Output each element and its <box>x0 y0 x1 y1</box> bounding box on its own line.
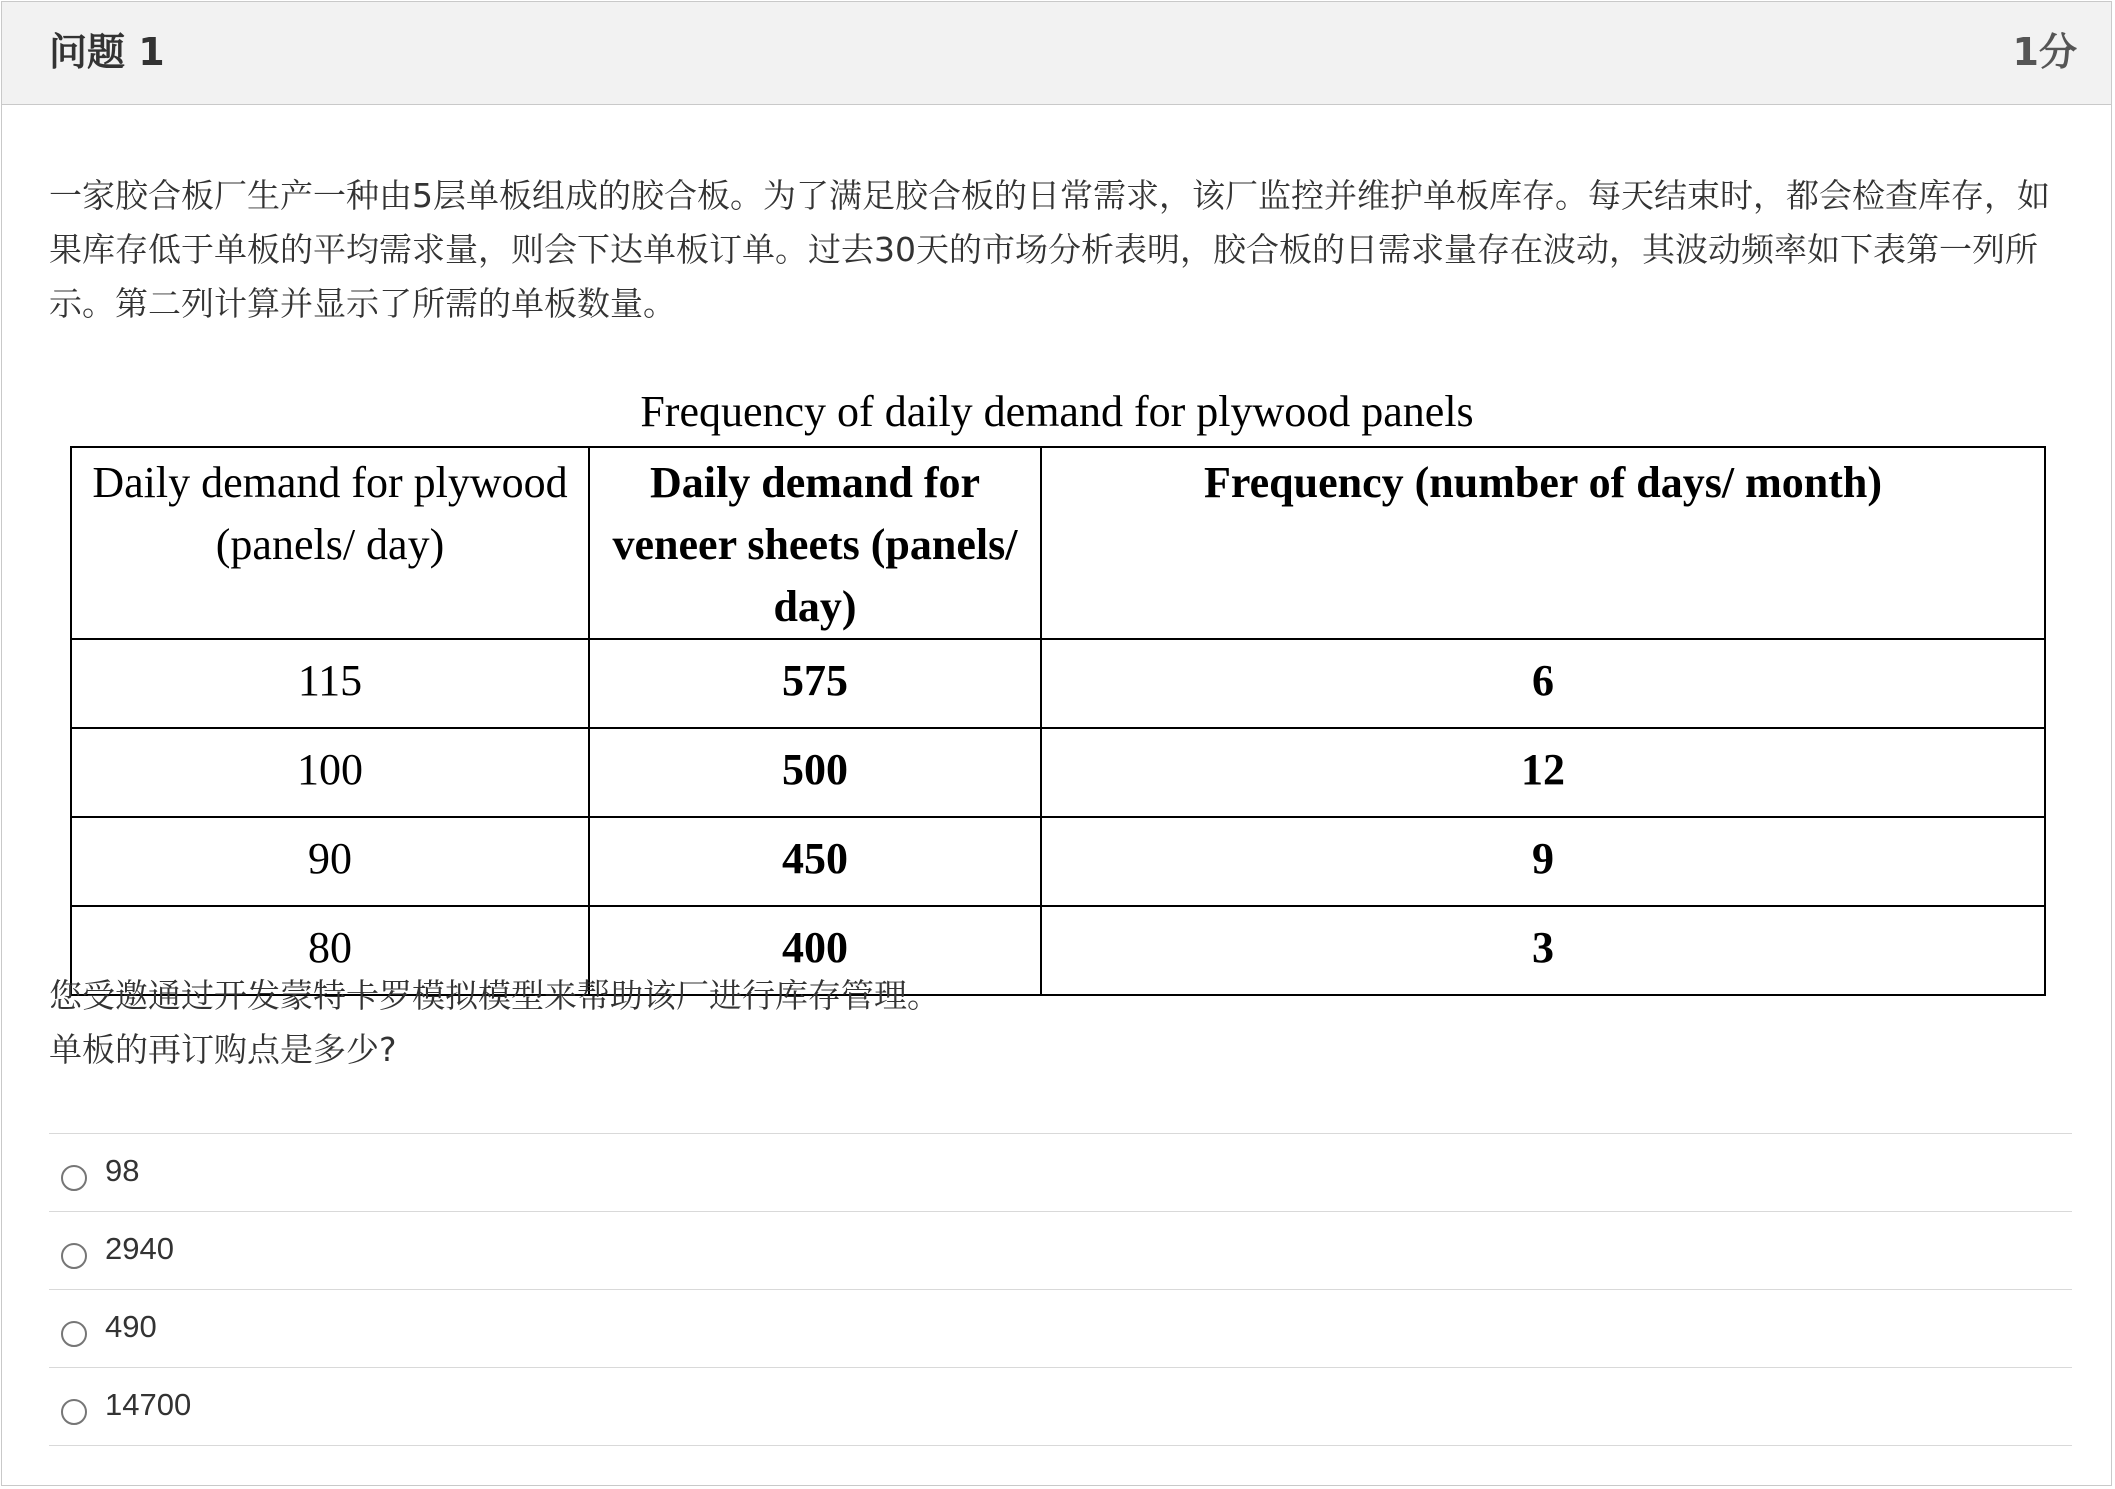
question-card <box>1 1 2112 1486</box>
answer-options <box>49 1133 2072 1446</box>
answer-option-4[interactable] <box>49 1368 2072 1446</box>
table-row <box>71 728 2045 817</box>
table-header-plywood-demand: Daily demand for plywood (panels/ day) <box>71 447 589 639</box>
table-cell-plywood: 115 <box>71 639 589 728</box>
table-row <box>71 817 2045 906</box>
table-cell-veneer: 450 <box>589 817 1041 906</box>
answer-label[interactable]: 490 <box>105 1309 157 1344</box>
followup-question: 单板的再订购点是多少? <box>49 1030 397 1069</box>
radio-button[interactable] <box>61 1243 87 1269</box>
table-row <box>71 639 2045 728</box>
table-cell-veneer: 400 <box>589 906 1041 995</box>
table-header-frequency: Frequency (number of days/ month) <box>1041 447 2045 639</box>
table-cell-plywood: 100 <box>71 728 589 817</box>
table-cell-plywood: 80 <box>71 906 589 995</box>
table-caption: Frequency of daily demand for plywood panels <box>640 387 1474 436</box>
radio-button[interactable] <box>61 1321 87 1347</box>
table-cell-frequency: 9 <box>1041 817 2045 906</box>
table-cell-frequency: 12 <box>1041 728 2045 817</box>
question-prompt: 一家胶合板厂生产一种由5层单板组成的胶合板。为了满足胶合板的日常需求，该厂监控并维护单板库存。每天结束时，都会检查库存，如果库存低于单板的平均需求量，则会下达单板订单。过去30天的市场分析表明，胶合板的日需求量存在波动，其波动频率如下表第一列所示。第二列计算并显示了所需的单板数量。 <box>49 176 2050 323</box>
answer-option-3[interactable] <box>49 1290 2072 1368</box>
table-cell-veneer: 575 <box>589 639 1041 728</box>
answer-option-2[interactable] <box>49 1212 2072 1290</box>
followup-context: 您受邀通过开发蒙特卡罗模拟模型来帮助该厂进行库存管理。 <box>49 976 940 1015</box>
answer-label[interactable]: 14700 <box>105 1387 192 1422</box>
question-points: 1分 <box>2012 30 2077 74</box>
demand-table <box>70 446 2046 996</box>
table-header-row <box>71 447 2045 639</box>
radio-button[interactable] <box>61 1165 87 1191</box>
question-followup <box>49 969 940 1077</box>
table-cell-frequency: 6 <box>1041 639 2045 728</box>
table-cell-plywood: 90 <box>71 817 589 906</box>
table-header-veneer-demand: Daily demand for veneer sheets (panels/ day) <box>589 447 1041 639</box>
table-cell-frequency: 3 <box>1041 906 2045 995</box>
table-cell-veneer: 500 <box>589 728 1041 817</box>
question-title: 问题 1 <box>49 30 165 74</box>
radio-button[interactable] <box>61 1399 87 1425</box>
answer-label[interactable]: 2940 <box>105 1231 174 1266</box>
question-header <box>2 2 2111 105</box>
answer-label[interactable]: 98 <box>105 1153 140 1188</box>
answer-option-1[interactable] <box>49 1134 2072 1212</box>
